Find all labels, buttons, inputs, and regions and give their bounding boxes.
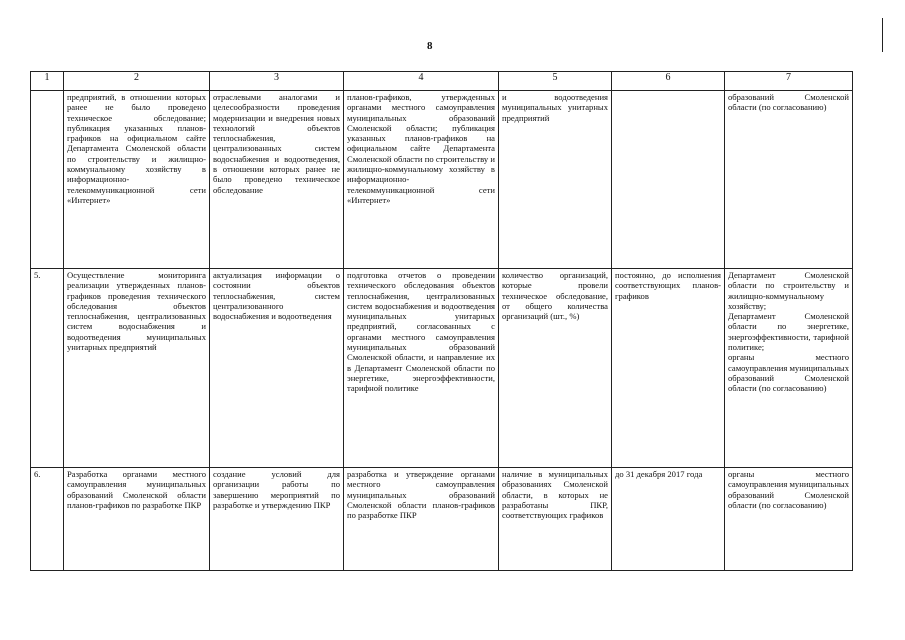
plan-table [30, 71, 853, 571]
table-row [31, 269, 853, 468]
header-col-2: 2 [64, 72, 210, 91]
cell-activity: предприятий, в отношении которых ранее не было проведено техническое обследование; публикация указанных планов-графиков на официальном сайте Департамента Смоленской области по строительству и жилищно-коммунальному хозяйству в информационно-телекоммуникационной сети «Интернет» [64, 91, 210, 269]
header-col-1: 1 [31, 72, 64, 91]
table-row [31, 468, 853, 571]
row-number: 6. [31, 468, 64, 571]
responsible-line: Департамент Смоленской области по энергетике, энергоэффективности, тарифной политике; [728, 311, 849, 353]
cell-purpose: отраслевыми аналогами и целесообразности проведения модернизации и внедрения новых технологий объектов теплоснабжения, централизованных систем водоснабжения и водоотведения, в отношении которых ранее не было проведено техническое обследование [210, 91, 344, 269]
page-number: 8 [427, 40, 433, 52]
cell-indicator: количество организаций, которые провели техническое обследование, от общего количества организаций (шт., %) [499, 269, 612, 468]
cell-responsible: образований Смоленской области (по согласованию) [725, 91, 853, 269]
table-header-row [31, 72, 853, 91]
cell-activity: Осуществление мониторинга реализации утвержденных планов-графиков проведения технического обследования объектов теплоснабжения, централизованных систем водоснабжения и водоотведения муниципальных унитарных предприятий [64, 269, 210, 468]
cell-deadline: до 31 декабря 2017 года [612, 468, 725, 571]
cell-activity: Разработка органами местного самоуправления муниципальных образований Смоленской области планов-графиков по разработке ПКР [64, 468, 210, 571]
responsible-line: органы местного самоуправления муниципальных образований Смоленской области (по согласованию) [728, 352, 849, 394]
cell-indicator: наличие в муниципальных образованиях Смоленской области, в которых не разработаны ПКР, соответствующих графиков [499, 468, 612, 571]
cell-result: разработка и утверждение органами местного самоуправления муниципальных образований Смоленской области планов-графиков по разработке ПКР [344, 468, 499, 571]
header-col-6: 6 [612, 72, 725, 91]
cell-result: планов-графиков, утвержденных органами местного самоуправления муниципальных образований Смоленской области; публикация указанных планов-графиков на официальном сайте Департамента Смоленской области по строительству и жилищно-коммунальному хозяйству в информационно-телекоммуникационной сети «Интернет» [344, 91, 499, 269]
table-row [31, 91, 853, 269]
header-col-5: 5 [499, 72, 612, 91]
cell-responsible: органы местного самоуправления муниципальных образований Смоленской области (по согласованию) [725, 468, 853, 571]
cell-result: подготовка отчетов о проведении технического обследования объектов теплоснабжения, централизованных систем водоснабжения и водоотведения муниципальных унитарных предприятий, согласованных с органами местного самоуправления муниципальных образований Смоленской области, и направление их в Департамент Смоленской области по энергетике, энергоэффективности, тарифной политике [344, 269, 499, 468]
row-number [31, 91, 64, 269]
cell-responsible [725, 269, 853, 468]
header-col-4: 4 [344, 72, 499, 91]
page-edge-mark [882, 18, 883, 52]
header-col-3: 3 [210, 72, 344, 91]
cell-deadline: постоянно, до исполнения соответствующих планов-графиков [612, 269, 725, 468]
cell-deadline [612, 91, 725, 269]
responsible-line: Департамент Смоленской области по строительству и жилищно-коммунальному хозяйству; [728, 270, 849, 311]
cell-indicator: и водоотведения муниципальных унитарных предприятий [499, 91, 612, 269]
row-number: 5. [31, 269, 64, 468]
header-col-7: 7 [725, 72, 853, 91]
cell-purpose: создание условий для организации работы по завершению мероприятий по разработке и утверждению ПКР [210, 468, 344, 571]
cell-purpose: актуализация информации о состоянии объектов теплоснабжения, систем централизованного водоснабжения и водоотведения [210, 269, 344, 468]
